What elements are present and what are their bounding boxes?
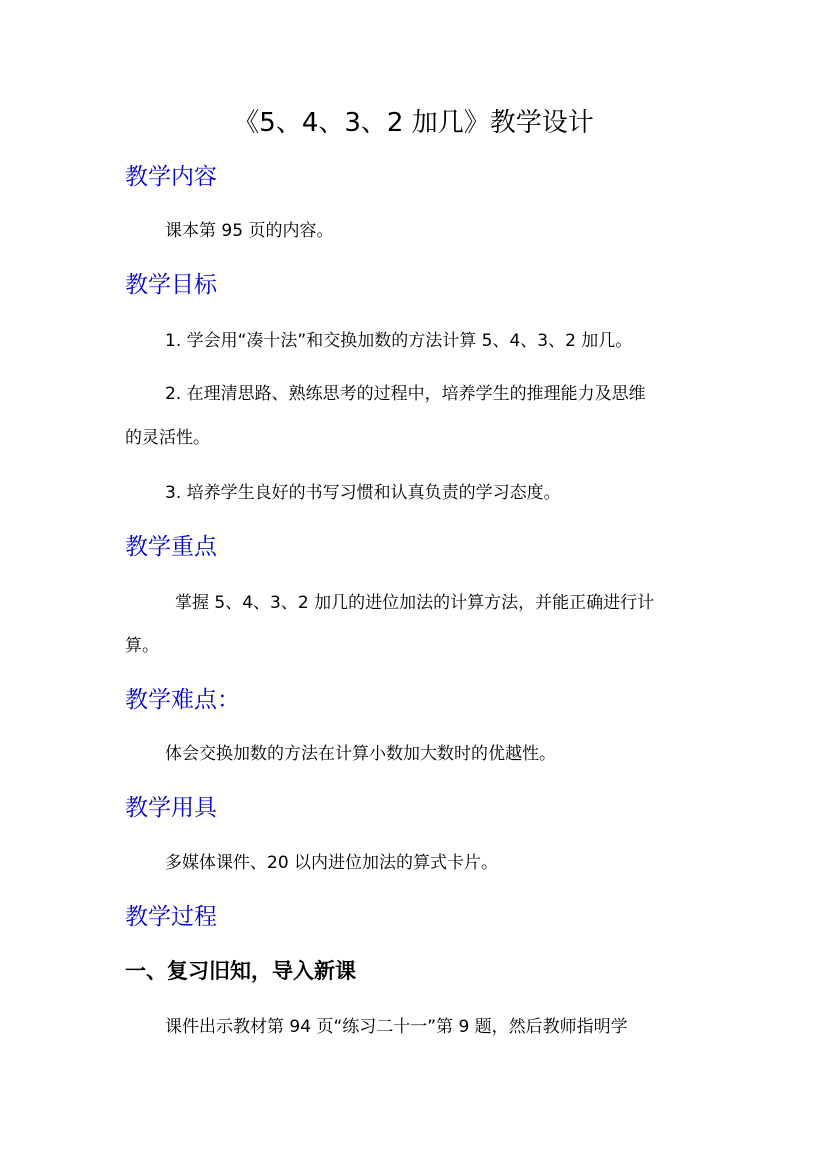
difficulty-text: 体会交换加数的方法在计算小数加大数时的优越性。 xyxy=(165,744,556,764)
process-text: 课件出示教材第 94 页“练习二十一”第 9 题，然后教师指明学 xyxy=(165,1017,628,1037)
objective-2-continued: 的灵活性。 xyxy=(125,428,210,448)
objective-2: 2. 在理清思路、熟练思考的过程中，培养学生的推理能力及思维 xyxy=(165,384,646,404)
heading-content: 教学内容 xyxy=(125,164,217,190)
key-point-text: 掌握 5、4、3、2 加几的进位加法的计算方法，并能正确进行计 xyxy=(175,593,655,613)
heading-process: 教学过程 xyxy=(125,904,217,930)
teaching-aids-text: 多媒体课件、20 以内进位加法的算式卡片。 xyxy=(165,853,499,873)
document-title: 《5、4、3、2 加几》教学设计 xyxy=(233,108,594,138)
heading-objectives: 教学目标 xyxy=(125,272,217,298)
key-point-text-continued: 算。 xyxy=(125,636,159,656)
heading-key-points: 教学重点 xyxy=(125,534,217,560)
heading-teaching-aids: 教学用具 xyxy=(125,795,217,821)
subheading-review: 一、复习旧知，导入新课 xyxy=(125,959,356,983)
objective-1: 1. 学会用“凑十法”和交换加数的方法计算 5、4、3、2 加几。 xyxy=(165,331,633,351)
paragraph-content: 课本第 95 页的内容。 xyxy=(165,221,334,241)
objective-3: 3. 培养学生良好的书写习惯和认真负责的学习态度。 xyxy=(165,483,561,503)
heading-difficulties: 教学难点： xyxy=(125,687,240,713)
